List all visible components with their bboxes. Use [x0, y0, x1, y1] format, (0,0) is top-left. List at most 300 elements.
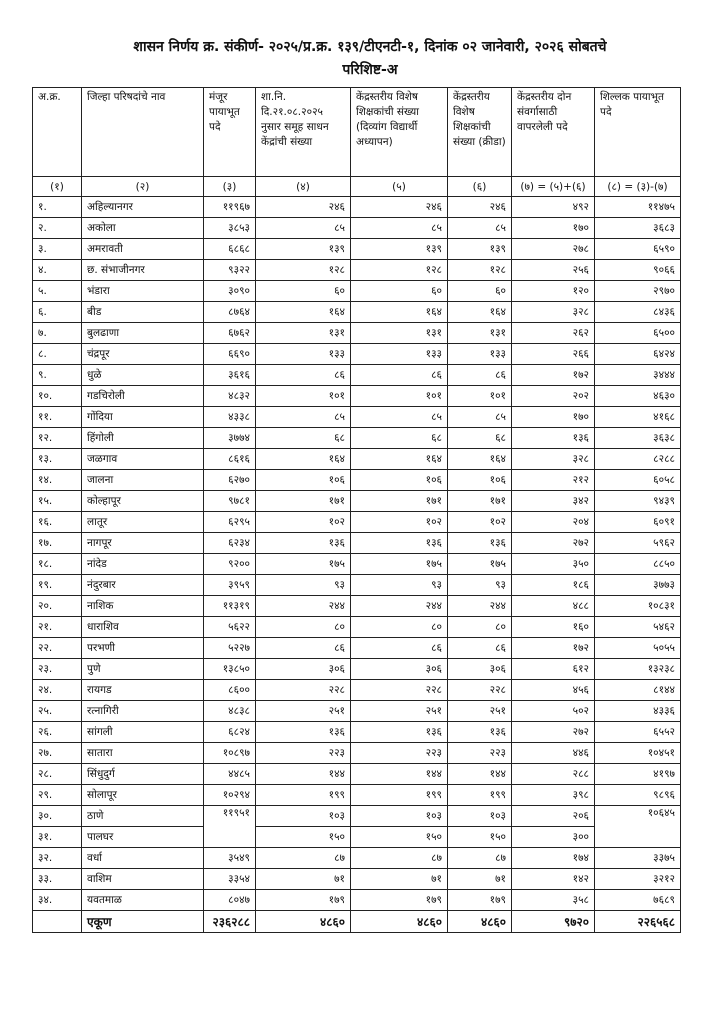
centres-cell: २५१	[256, 701, 351, 722]
remaining-posts-cell: ६४२४	[595, 344, 681, 365]
sports-teachers-cell: १७९	[448, 890, 512, 911]
header-remaining-posts: शिल्लक पायाभूत पदे	[595, 88, 681, 177]
table-row	[33, 848, 681, 869]
sanctioned-cell: ३०९०	[204, 281, 256, 302]
centres-cell: ८०	[256, 617, 351, 638]
remaining-posts-cell: ५९६२	[595, 533, 681, 554]
district-cell: अमरावती	[82, 239, 204, 260]
sanctioned-cell: ६८६८	[204, 239, 256, 260]
district-cell: पालघर	[82, 827, 204, 848]
serial-cell: ९.	[33, 365, 82, 386]
table-row	[33, 638, 681, 659]
sanctioned-cell: ३३५४	[204, 869, 256, 890]
serial-cell: ३०.	[33, 806, 82, 827]
sports-teachers-cell: २२८	[448, 680, 512, 701]
centres-cell: १०६	[256, 470, 351, 491]
used-posts-cell: ३५०	[512, 554, 595, 575]
sports-teachers-cell: १३६	[448, 722, 512, 743]
used-posts-cell: २७८	[512, 239, 595, 260]
remaining-posts-cell: ४१६८	[595, 407, 681, 428]
sports-teachers-cell: १६४	[448, 302, 512, 323]
sports-teachers-cell: १३१	[448, 323, 512, 344]
sanctioned-cell: १०८९७	[204, 743, 256, 764]
district-cell: नागपूर	[82, 533, 204, 554]
table-row	[33, 302, 681, 323]
centres-cell: ८६	[256, 365, 351, 386]
remaining-posts-cell: १०६४५	[595, 806, 681, 848]
total-divyang-teachers: ४८६०	[351, 911, 448, 933]
sports-teachers-cell: १०२	[448, 512, 512, 533]
table-row	[33, 785, 681, 806]
remaining-posts-cell: ३६८३	[595, 218, 681, 239]
serial-cell: २९.	[33, 785, 82, 806]
table-row	[33, 680, 681, 701]
sports-teachers-cell: १३९	[448, 239, 512, 260]
sanctioned-cell: ३९५९	[204, 575, 256, 596]
serial-cell: २३.	[33, 659, 82, 680]
divyang-teachers-cell: ६०	[351, 281, 448, 302]
district-cell: जळगाव	[82, 449, 204, 470]
table-row	[33, 722, 681, 743]
total-row	[33, 911, 681, 933]
total-used-posts: ९७२०	[512, 911, 595, 933]
district-cell: धाराशिव	[82, 617, 204, 638]
centres-cell: २४४	[256, 596, 351, 617]
used-posts-cell: ३२८	[512, 449, 595, 470]
column-number: (६)	[448, 177, 512, 197]
remaining-posts-cell: ३२१२	[595, 869, 681, 890]
sanctioned-cell: ८६१६	[204, 449, 256, 470]
divyang-teachers-cell: २२३	[351, 743, 448, 764]
column-number-row	[33, 177, 681, 197]
divyang-teachers-cell: ७१	[351, 869, 448, 890]
title-line-1: शासन निर्णय क्र. संकीर्ण- २०२५/प्र.क्र. १३९/टीएनटी-१, दिनांक ०२ जानेवारी, २०२६ सोबतचे	[133, 39, 607, 55]
sanctioned-cell: ६८२४	[204, 722, 256, 743]
used-posts-cell: ४४६	[512, 743, 595, 764]
table-row	[33, 764, 681, 785]
used-posts-cell: ३५८	[512, 890, 595, 911]
district-cell: रत्नागिरी	[82, 701, 204, 722]
remaining-posts-cell: १३२३८	[595, 659, 681, 680]
centres-cell: २२८	[256, 680, 351, 701]
district-cell: नांदेड	[82, 554, 204, 575]
header-special-teachers-sports: केंद्रस्तरीय विशेष शिक्षकांची संख्या (क्रीडा)	[448, 88, 512, 177]
sports-teachers-cell: २४६	[448, 197, 512, 218]
sanctioned-cell: ५६२२	[204, 617, 256, 638]
used-posts-cell: २०२	[512, 386, 595, 407]
divyang-teachers-cell: १३६	[351, 722, 448, 743]
remaining-posts-cell: ८१४४	[595, 680, 681, 701]
sanctioned-cell: ६२७०	[204, 470, 256, 491]
centres-cell: ८५	[256, 407, 351, 428]
serial-cell: ५.	[33, 281, 82, 302]
table-row	[33, 659, 681, 680]
remaining-posts-cell: ३३७५	[595, 848, 681, 869]
district-cell: बीड	[82, 302, 204, 323]
total-sanctioned: २३६२८८	[204, 911, 256, 933]
district-cell: अहिल्यानगर	[82, 197, 204, 218]
used-posts-cell: १६०	[512, 617, 595, 638]
remaining-posts-cell: ३६३८	[595, 428, 681, 449]
used-posts-cell: १४२	[512, 869, 595, 890]
sanctioned-cell: ८०४७	[204, 890, 256, 911]
serial-cell: २८.	[33, 764, 82, 785]
total-serial-cell	[33, 911, 82, 933]
district-cell: सातारा	[82, 743, 204, 764]
centres-cell: १९९	[256, 785, 351, 806]
column-number: (७) = (५)+(६)	[512, 177, 595, 197]
sports-teachers-cell: १०३	[448, 806, 512, 827]
district-cell: पुणे	[82, 659, 204, 680]
remaining-posts-cell: ४३३६	[595, 701, 681, 722]
used-posts-cell: ३४२	[512, 491, 595, 512]
remaining-posts-cell: ९०६६	[595, 260, 681, 281]
used-posts-cell: १७०	[512, 407, 595, 428]
used-posts-cell: १२०	[512, 281, 595, 302]
table-row	[33, 617, 681, 638]
centres-cell: ८६	[256, 638, 351, 659]
serial-cell: १२.	[33, 428, 82, 449]
sports-teachers-cell: १५०	[448, 827, 512, 848]
district-cell: गडचिरोली	[82, 386, 204, 407]
serial-cell: ३.	[33, 239, 82, 260]
sanctioned-cell: १०२९४	[204, 785, 256, 806]
district-cell: लातूर	[82, 512, 204, 533]
sanctioned-cell: ३७७४	[204, 428, 256, 449]
sanctioned-cell: ४४८५	[204, 764, 256, 785]
sports-teachers-cell: १०६	[448, 470, 512, 491]
sports-teachers-cell: २२३	[448, 743, 512, 764]
divyang-teachers-cell: ८५	[351, 407, 448, 428]
district-cell: चंद्रपूर	[82, 344, 204, 365]
centres-cell: १३१	[256, 323, 351, 344]
used-posts-cell: १७४	[512, 848, 595, 869]
sanctioned-cell: ५२२७	[204, 638, 256, 659]
table-row	[33, 260, 681, 281]
divyang-teachers-cell: १६४	[351, 449, 448, 470]
table-row	[33, 281, 681, 302]
divyang-teachers-cell: १९९	[351, 785, 448, 806]
remaining-posts-cell: ११४७५	[595, 197, 681, 218]
district-cell: जालना	[82, 470, 204, 491]
sports-teachers-cell: ८७	[448, 848, 512, 869]
remaining-posts-cell: ५४६२	[595, 617, 681, 638]
serial-cell: ७.	[33, 323, 82, 344]
serial-cell: ३१.	[33, 827, 82, 848]
sports-teachers-cell: १६४	[448, 449, 512, 470]
district-cell: नंदुरबार	[82, 575, 204, 596]
district-cell: नाशिक	[82, 596, 204, 617]
sanctioned-cell: १३८५०	[204, 659, 256, 680]
divyang-teachers-cell: १६४	[351, 302, 448, 323]
used-posts-cell: २०६	[512, 806, 595, 827]
table-row	[33, 827, 681, 848]
used-posts-cell: १७२	[512, 638, 595, 659]
divyang-teachers-cell: ९३	[351, 575, 448, 596]
table-row	[33, 218, 681, 239]
used-posts-cell: ३००	[512, 827, 595, 848]
sports-teachers-cell: १३६	[448, 533, 512, 554]
centres-cell: १४४	[256, 764, 351, 785]
sports-teachers-cell: ८५	[448, 218, 512, 239]
table-row	[33, 533, 681, 554]
centres-cell: ६०	[256, 281, 351, 302]
divyang-teachers-cell: १०६	[351, 470, 448, 491]
used-posts-cell: २६६	[512, 344, 595, 365]
serial-cell: १४.	[33, 470, 82, 491]
header-row	[33, 88, 681, 177]
sports-teachers-cell: १४४	[448, 764, 512, 785]
remaining-posts-cell: ८२८८	[595, 449, 681, 470]
table-row	[33, 470, 681, 491]
sports-teachers-cell: ६०	[448, 281, 512, 302]
header-district: जिल्हा परिषदांचे नाव	[82, 88, 204, 177]
table-row	[33, 323, 681, 344]
serial-cell: २.	[33, 218, 82, 239]
sanctioned-cell: ३५४९	[204, 848, 256, 869]
centres-cell: ६८	[256, 428, 351, 449]
divyang-teachers-cell: ८०	[351, 617, 448, 638]
serial-cell: १६.	[33, 512, 82, 533]
table-row	[33, 512, 681, 533]
centres-cell: २२३	[256, 743, 351, 764]
serial-cell: २२.	[33, 638, 82, 659]
sanctioned-cell: ४८३२	[204, 386, 256, 407]
sanctioned-cell: ११३१९	[204, 596, 256, 617]
used-posts-cell: २५६	[512, 260, 595, 281]
used-posts-cell: ४९२	[512, 197, 595, 218]
divyang-teachers-cell: ८६	[351, 638, 448, 659]
serial-cell: १.	[33, 197, 82, 218]
serial-cell: २६.	[33, 722, 82, 743]
serial-cell: ३४.	[33, 890, 82, 911]
table-row	[33, 239, 681, 260]
district-cell: हिंगोली	[82, 428, 204, 449]
divyang-teachers-cell: ८७	[351, 848, 448, 869]
table-row	[33, 197, 681, 218]
used-posts-cell: ४५६	[512, 680, 595, 701]
sanctioned-cell: ८७६४	[204, 302, 256, 323]
used-posts-cell: १८६	[512, 575, 595, 596]
table-row	[33, 386, 681, 407]
header-posts-used: केंद्रस्तरीय दोन संवर्गासाठी वापरलेली पदे	[512, 88, 595, 177]
sanctioned-cell: ६२३४	[204, 533, 256, 554]
sanctioned-cell: ९२००	[204, 554, 256, 575]
centres-cell: ७१	[256, 869, 351, 890]
district-cell: सिंधुदुर्ग	[82, 764, 204, 785]
divyang-teachers-cell: १०३	[351, 806, 448, 827]
sports-teachers-cell: ८५	[448, 407, 512, 428]
centres-cell: १७९	[256, 890, 351, 911]
serial-cell: ११.	[33, 407, 82, 428]
divyang-teachers-cell: १०२	[351, 512, 448, 533]
divyang-teachers-cell: १२८	[351, 260, 448, 281]
column-number: (१)	[33, 177, 82, 197]
table-row	[33, 449, 681, 470]
remaining-posts-cell: ९४३९	[595, 491, 681, 512]
remaining-posts-cell: ६०९१	[595, 512, 681, 533]
district-cell: बुलढाणा	[82, 323, 204, 344]
remaining-posts-cell: १०८३१	[595, 596, 681, 617]
centres-cell: १३६	[256, 533, 351, 554]
column-number: (३)	[204, 177, 256, 197]
centres-cell: १०१	[256, 386, 351, 407]
total-remaining-posts: २२६५६८	[595, 911, 681, 933]
sports-teachers-cell: २५१	[448, 701, 512, 722]
table-row	[33, 407, 681, 428]
divyang-teachers-cell: १३३	[351, 344, 448, 365]
sanctioned-cell: ६७६२	[204, 323, 256, 344]
district-cell: रायगड	[82, 680, 204, 701]
remaining-posts-cell: ८८५०	[595, 554, 681, 575]
divyang-teachers-cell: १४४	[351, 764, 448, 785]
table-row	[33, 491, 681, 512]
sports-teachers-cell: १७१	[448, 491, 512, 512]
centres-cell: २४६	[256, 197, 351, 218]
serial-cell: २४.	[33, 680, 82, 701]
centres-cell: १२८	[256, 260, 351, 281]
remaining-posts-cell: ६५००	[595, 323, 681, 344]
sports-teachers-cell: ९३	[448, 575, 512, 596]
remaining-posts-cell: ३४४४	[595, 365, 681, 386]
serial-cell: १८.	[33, 554, 82, 575]
remaining-posts-cell: ५०५५	[595, 638, 681, 659]
district-cell: कोल्हापूर	[82, 491, 204, 512]
sanctioned-cell: ९७८१	[204, 491, 256, 512]
used-posts-cell: २६२	[512, 323, 595, 344]
serial-cell: ६.	[33, 302, 82, 323]
table-row	[33, 365, 681, 386]
serial-cell: २०.	[33, 596, 82, 617]
table-row	[33, 596, 681, 617]
divyang-teachers-cell: १७५	[351, 554, 448, 575]
remaining-posts-cell: ३७७३	[595, 575, 681, 596]
used-posts-cell: ४८८	[512, 596, 595, 617]
total-label: एकूण	[82, 911, 204, 933]
district-cell: यवतमाळ	[82, 890, 204, 911]
serial-cell: ३२.	[33, 848, 82, 869]
divyang-teachers-cell: १३१	[351, 323, 448, 344]
sports-teachers-cell: १३३	[448, 344, 512, 365]
table-row	[33, 890, 681, 911]
sports-teachers-cell: ७१	[448, 869, 512, 890]
divyang-teachers-cell: १५०	[351, 827, 448, 848]
used-posts-cell: ६१२	[512, 659, 595, 680]
serial-cell: २७.	[33, 743, 82, 764]
centres-cell: ८७	[256, 848, 351, 869]
district-cell: धुळे	[82, 365, 204, 386]
total-sports-teachers: ४८६०	[448, 911, 512, 933]
sanctioned-cell: ११९५१	[204, 806, 256, 848]
used-posts-cell: १३६	[512, 428, 595, 449]
used-posts-cell: ३२८	[512, 302, 595, 323]
remaining-posts-cell: ४६३०	[595, 386, 681, 407]
sanctioned-cell: ६२९५	[204, 512, 256, 533]
centres-cell: १३३	[256, 344, 351, 365]
centres-cell: ९३	[256, 575, 351, 596]
column-number: (८) = (३)-(७)	[595, 177, 681, 197]
sports-teachers-cell: १२८	[448, 260, 512, 281]
district-cell: सोलापूर	[82, 785, 204, 806]
sports-teachers-cell: ८६	[448, 365, 512, 386]
sanctioned-cell: ६६९०	[204, 344, 256, 365]
sports-teachers-cell: ८६	[448, 638, 512, 659]
header-serial: अ.क्र.	[33, 88, 82, 177]
remaining-posts-cell: ४१९७	[595, 764, 681, 785]
sports-teachers-cell: १०१	[448, 386, 512, 407]
centres-cell: १७५	[256, 554, 351, 575]
centres-cell: ८५	[256, 218, 351, 239]
district-cell: परभणी	[82, 638, 204, 659]
serial-cell: ४.	[33, 260, 82, 281]
centres-cell: १६४	[256, 449, 351, 470]
sports-teachers-cell: ८०	[448, 617, 512, 638]
district-cell: अकोला	[82, 218, 204, 239]
column-number: (२)	[82, 177, 204, 197]
divyang-teachers-cell: १३६	[351, 533, 448, 554]
serial-cell: १७.	[33, 533, 82, 554]
appendix-table	[32, 87, 681, 933]
divyang-teachers-cell: २४४	[351, 596, 448, 617]
remaining-posts-cell: ६५५२	[595, 722, 681, 743]
district-cell: गोंदिया	[82, 407, 204, 428]
remaining-posts-cell: २९७०	[595, 281, 681, 302]
sanctioned-cell: ३६१६	[204, 365, 256, 386]
centres-cell: १३६	[256, 722, 351, 743]
divyang-teachers-cell: ३०६	[351, 659, 448, 680]
table-row	[33, 344, 681, 365]
sanctioned-cell: ८६००	[204, 680, 256, 701]
remaining-posts-cell: १०४५१	[595, 743, 681, 764]
sports-teachers-cell: २४४	[448, 596, 512, 617]
used-posts-cell: ५०२	[512, 701, 595, 722]
header-special-teachers-divyang: केंद्रस्तरीय विशेष शिक्षकांची संख्या (दिव्यांग विद्यार्थी अध्यापन)	[351, 88, 448, 177]
centres-cell: १५०	[256, 827, 351, 848]
used-posts-cell: २१२	[512, 470, 595, 491]
centres-cell: १०३	[256, 806, 351, 827]
table-row	[33, 554, 681, 575]
sanctioned-cell: ९३२२	[204, 260, 256, 281]
remaining-posts-cell: ७६८९	[595, 890, 681, 911]
used-posts-cell: १७२	[512, 365, 595, 386]
remaining-posts-cell: ६०५८	[595, 470, 681, 491]
centres-cell: १३९	[256, 239, 351, 260]
serial-cell: १३.	[33, 449, 82, 470]
divyang-teachers-cell: २४६	[351, 197, 448, 218]
used-posts-cell: १७०	[512, 218, 595, 239]
divyang-teachers-cell: २५१	[351, 701, 448, 722]
district-cell: वर्धा	[82, 848, 204, 869]
serial-cell: २१.	[33, 617, 82, 638]
total-centres: ४८६०	[256, 911, 351, 933]
used-posts-cell: २७२	[512, 533, 595, 554]
sanctioned-cell: ३८५३	[204, 218, 256, 239]
divyang-teachers-cell: ८५	[351, 218, 448, 239]
divyang-teachers-cell: १०१	[351, 386, 448, 407]
sanctioned-cell: ११९६७	[204, 197, 256, 218]
serial-cell: ८.	[33, 344, 82, 365]
serial-cell: १०.	[33, 386, 82, 407]
sanctioned-cell: ४३३८	[204, 407, 256, 428]
divyang-teachers-cell: २२८	[351, 680, 448, 701]
table-row	[33, 701, 681, 722]
remaining-posts-cell: ९८९६	[595, 785, 681, 806]
used-posts-cell: २०४	[512, 512, 595, 533]
used-posts-cell: २८८	[512, 764, 595, 785]
divyang-teachers-cell: ६८	[351, 428, 448, 449]
column-number: (५)	[351, 177, 448, 197]
sports-teachers-cell: १९९	[448, 785, 512, 806]
